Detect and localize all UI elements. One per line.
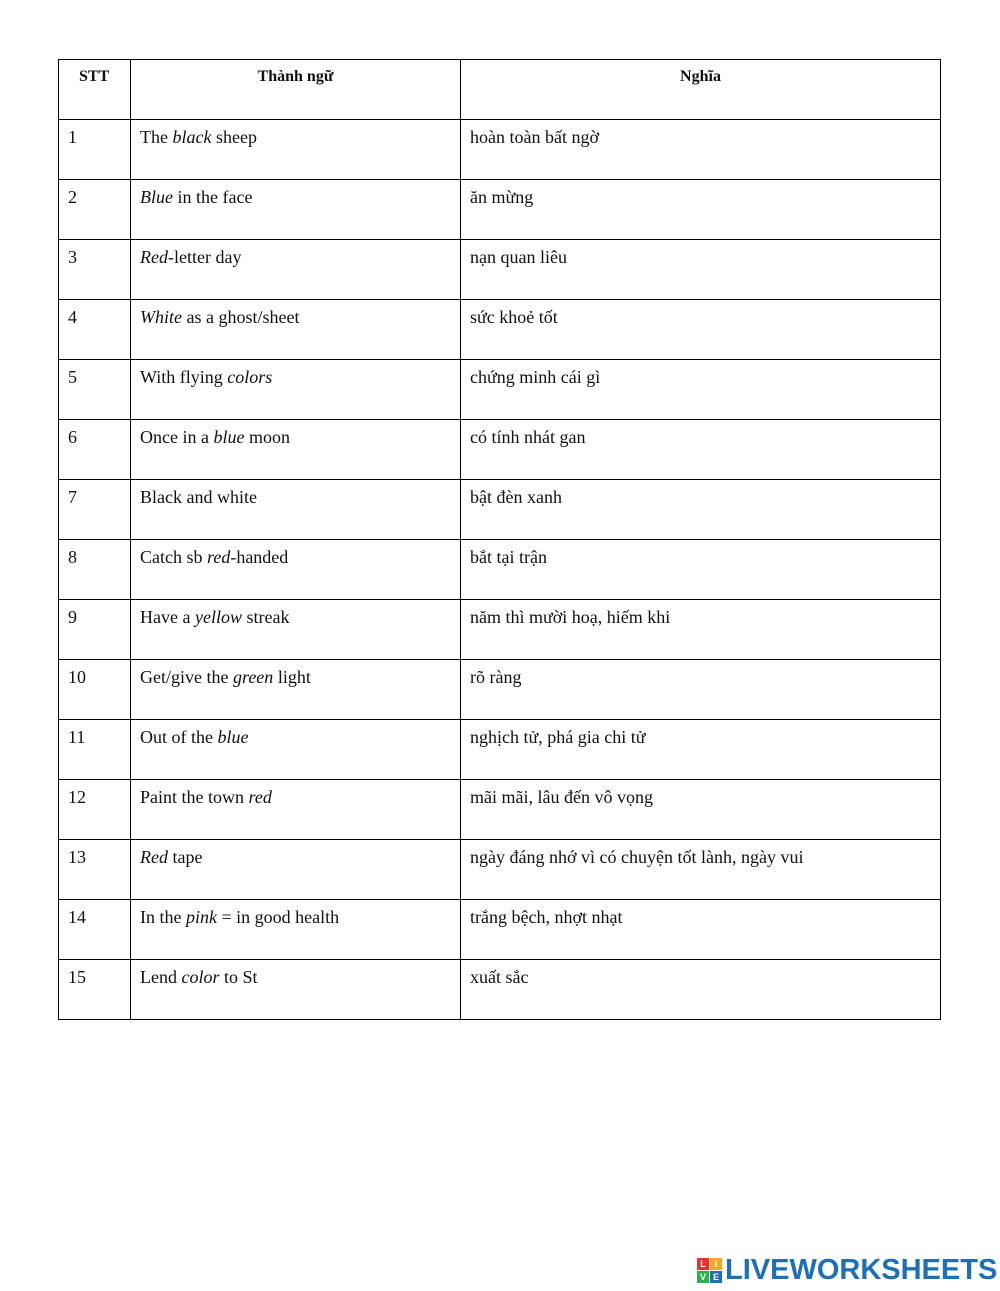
row-meaning: trắng bệch, nhợt nhạt [461,900,941,960]
row-meaning: bật đèn xanh [461,480,941,540]
header-idiom: Thành ngữ [131,60,461,120]
table-row [59,960,941,1020]
row-meaning: xuất sắc [461,960,941,1020]
row-idiom: The black sheep [131,120,461,180]
header-stt: STT [59,60,131,120]
row-number: 12 [59,780,131,840]
row-idiom: In the pink = in good health [131,900,461,960]
row-number: 2 [59,180,131,240]
row-meaning: chứng minh cái gì [461,360,941,420]
row-number: 14 [59,900,131,960]
row-meaning: rõ ràng [461,660,941,720]
table-row [59,600,941,660]
header-meaning: Nghĩa [461,60,941,120]
table-row [59,360,941,420]
row-number: 11 [59,720,131,780]
row-meaning: nạn quan liêu [461,240,941,300]
row-idiom: Out of the blue [131,720,461,780]
row-number: 13 [59,840,131,900]
logo-text: LIVEWORKSHEETS [725,1253,998,1286]
row-number: 4 [59,300,131,360]
row-idiom: Have a yellow streak [131,600,461,660]
row-meaning: bắt tại trận [461,540,941,600]
table-row [59,840,941,900]
row-meaning: nghịch tử, phá gia chi tử [461,720,941,780]
row-idiom: White as a ghost/sheet [131,300,461,360]
row-number: 7 [59,480,131,540]
row-number: 15 [59,960,131,1020]
table-row [59,660,941,720]
table-row [59,420,941,480]
table-row [59,540,941,600]
row-meaning: ăn mừng [461,180,941,240]
table-row [59,180,941,240]
row-meaning: hoàn toàn bất ngờ [461,120,941,180]
row-idiom: Get/give the green light [131,660,461,720]
row-meaning: ngày đáng nhớ vì có chuyện tốt lành, ngày vui [461,840,941,900]
table-row [59,300,941,360]
row-meaning: sức khoẻ tốt [461,300,941,360]
row-idiom: Black and white [131,480,461,540]
liveworksheets-logo [697,1252,997,1288]
row-number: 1 [59,120,131,180]
row-idiom: Red tape [131,840,461,900]
row-number: 5 [59,360,131,420]
table-row [59,720,941,780]
idioms-table [58,59,941,1020]
row-idiom: Catch sb red-handed [131,540,461,600]
row-number: 10 [59,660,131,720]
row-idiom: With flying colors [131,360,461,420]
logo-block: L [697,1258,709,1270]
logo-block: I [710,1258,722,1270]
row-meaning: có tính nhát gan [461,420,941,480]
table-row [59,900,941,960]
table-row [59,240,941,300]
row-idiom: Paint the town red [131,780,461,840]
logo-block: V [697,1271,709,1283]
row-idiom: Red-letter day [131,240,461,300]
table-row [59,120,941,180]
row-idiom: Lend color to St [131,960,461,1020]
row-number: 8 [59,540,131,600]
table-row [59,480,941,540]
row-number: 3 [59,240,131,300]
row-meaning: năm thì mười hoạ, hiếm khi [461,600,941,660]
table-header-row [59,60,941,120]
table-body [59,120,941,1020]
row-idiom: Once in a blue moon [131,420,461,480]
row-meaning: mãi mãi, lâu đến vô vọng [461,780,941,840]
row-idiom: Blue in the face [131,180,461,240]
logo-block: E [710,1271,722,1283]
row-number: 9 [59,600,131,660]
row-number: 6 [59,420,131,480]
table-row [59,780,941,840]
logo-blocks-icon [697,1258,722,1283]
